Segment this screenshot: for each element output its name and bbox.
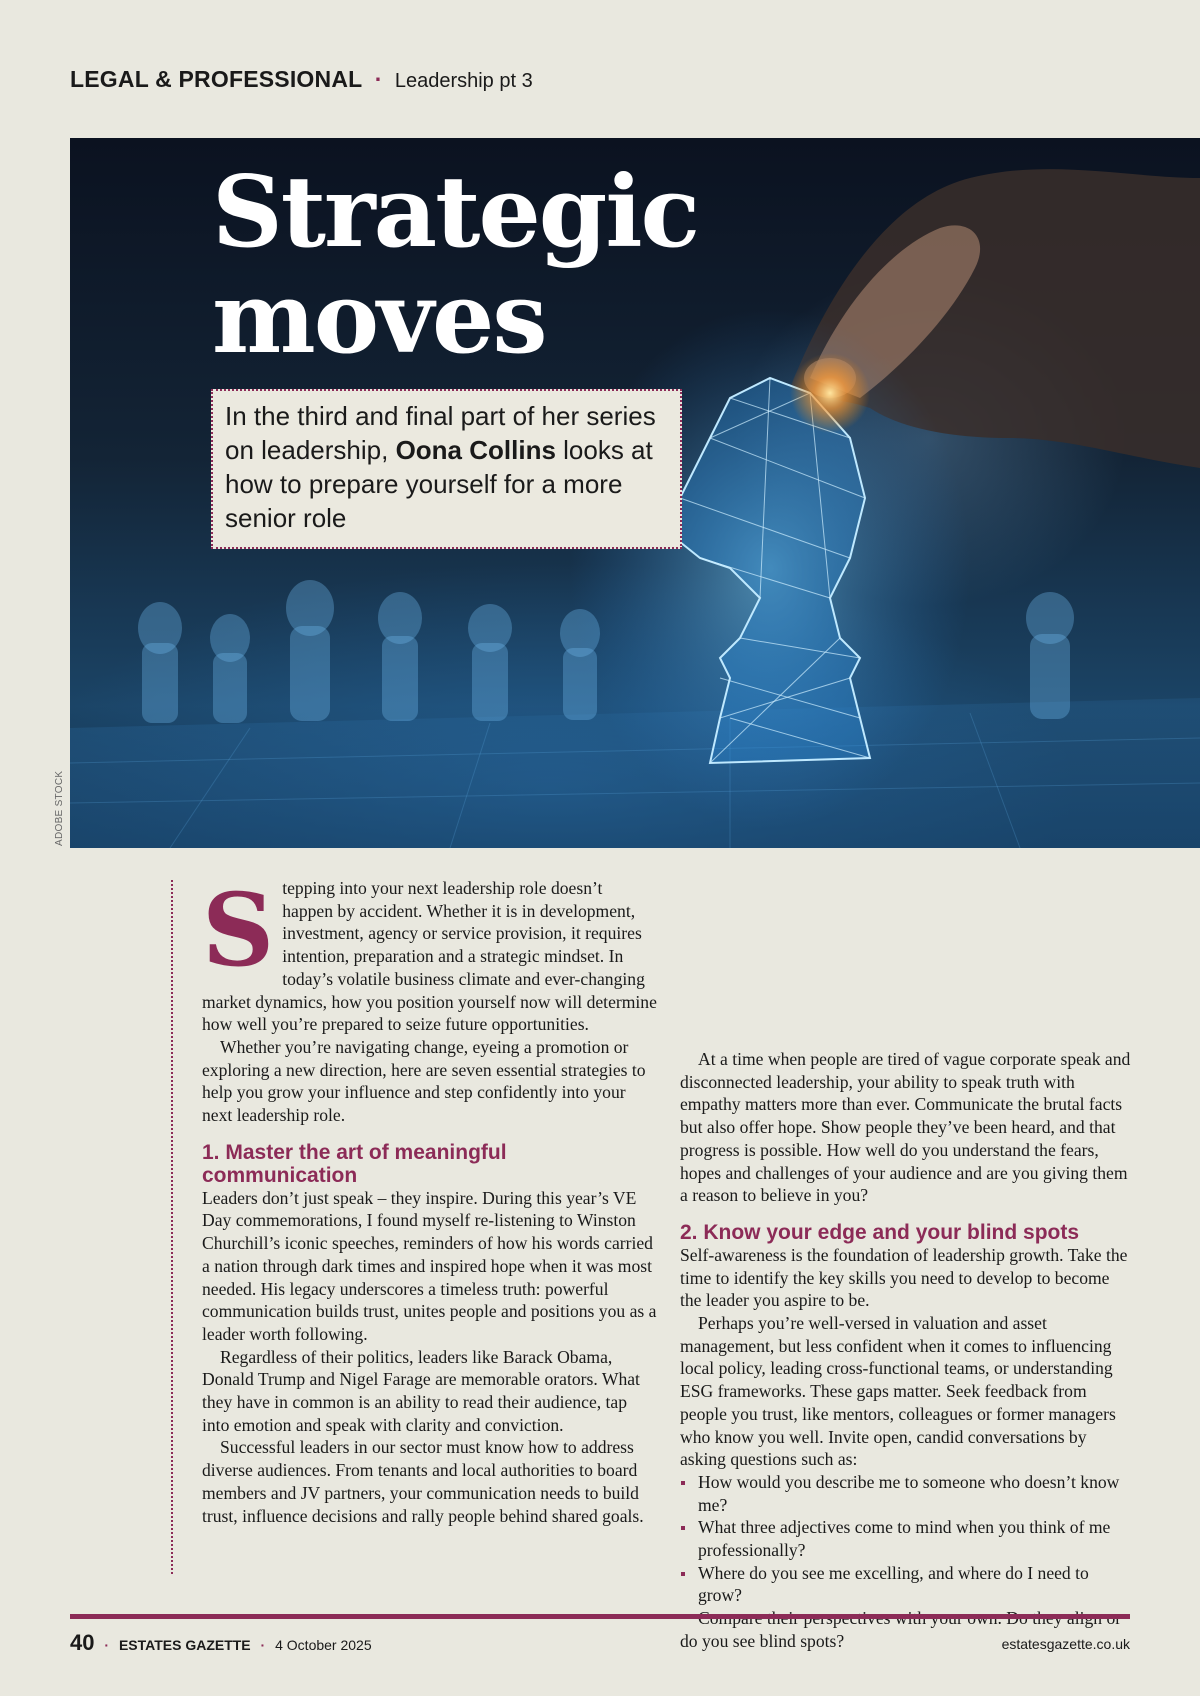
list-item-text: What three adjectives come to mind when you think of me professionally? <box>698 1517 1111 1561</box>
body-paragraph: Regardless of their politics, leaders like Barack Obama, Donald Trump and Nigel Farage are memorable orators. What they have in common is an ability to read their audience, tap into emotion and speak with clarity and conviction. <box>202 1346 640 1435</box>
article-column-2 <box>680 1048 1135 1653</box>
subsection-label: Leadership pt 3 <box>394 70 533 92</box>
intro-paragraph <box>202 871 657 1036</box>
section-header <box>70 66 533 93</box>
image-credit: ADOBE STOCK <box>54 770 65 846</box>
header-separator: · <box>374 66 383 92</box>
body-paragraph: do you see blind spots? <box>680 1630 845 1651</box>
body-paragraph: Whether you’re navigating change, eyeing a promotion or exploring a new direction, here are seven essential strategies to help you grow your influence and step confidently into your next leadership role. <box>202 1036 646 1126</box>
issue-date: 4 October 2025 <box>275 1637 372 1653</box>
article-title <box>212 155 699 376</box>
bullet-icon <box>681 1481 685 1485</box>
list-item <box>680 1471 1135 1516</box>
title-line-1: Strategic <box>212 155 699 270</box>
body-paragraph: Self-awareness is the foundation of leadership growth. Take the time to identify the key skills you need to develop to become the leader you aspire to be. <box>680 1244 1128 1311</box>
body-paragraph: Leaders don’t just speak – they inspire. During this year’s VE Day commemorations, I found myself re-listening to Winston Churchill’s iconic speeches, reminders of how his words carried a nation through dark times and inspired hope when it was most needed. His legacy underscores a timeless truth: powerful communication builds trust, unites people and positions you as a leader worth following. <box>202 1187 657 1344</box>
hero-image <box>70 138 1200 848</box>
page-number: 40 <box>70 1630 95 1655</box>
footer-separator: · <box>104 1637 110 1653</box>
standfirst-text: In the third and final part of her series on leadership, <box>225 401 656 465</box>
publication-name: ESTATES GAZETTE <box>118 1637 251 1653</box>
bullet-icon <box>681 1572 685 1576</box>
body-paragraph: Perhaps you’re well-versed in valuation and asset management, but less confident when it comes to influencing local policy, leading cross-functional teams, or understanding ESG frameworks. These gaps matter. Seek feedback from people you trust, like mentors, colleagues or former managers who know you well. Invite open, candid conversations by asking questions such as: <box>680 1313 1116 1470</box>
list-item-text: Where do you see me excelling, and where do I need to grow? <box>698 1562 1089 1606</box>
section-label: LEGAL & PROFESSIONAL <box>70 66 363 92</box>
drop-cap: S <box>202 871 275 989</box>
footer-folio <box>70 1630 372 1656</box>
standfirst-box <box>211 389 682 549</box>
body-paragraph: At a time when people are tired of vague corporate speak and disconnected leadership, your ability to speak truth with empathy matters more than ever. Communicate the brutal facts but also offer hope. Show people they’ve been heard, and that progress is possible. How well do you understand the fears, hopes and challenges of your audience and are you giving them a reason to believe in you? <box>680 1049 1131 1206</box>
footer-separator: · <box>260 1637 266 1653</box>
column-rule <box>171 880 173 1574</box>
question-list <box>680 1471 1135 1607</box>
body-paragraph: Successful leaders in our sector must know how to address diverse audiences. From tenants and local authorities to board members and JV partners, your communication needs to build trust, influence decisions and rally people behind shared goals. <box>202 1437 644 1526</box>
website-url: estatesgazette.co.uk <box>1001 1636 1130 1652</box>
list-item-text: How would you describe me to someone who doesn’t know me? <box>698 1471 1120 1515</box>
subheading-1: 1. Master the art of meaningful communication <box>202 1140 507 1187</box>
subheading-2: 2. Know your edge and your blind spots <box>680 1220 1080 1244</box>
list-item <box>680 1562 1135 1607</box>
list-item <box>680 1516 1135 1561</box>
intro-text: tepping into your next leadership role doesn’t happen by accident. Whether it is in development, investment, agency or service provision, it requires intention, preparation and a strategic mindset. In today’s volatile business climate and ever-changing market dynamics, how you position yourself now will determine how well you’re prepared to seize future opportunities. <box>202 878 657 1035</box>
article-column-1 <box>202 871 657 1527</box>
bullet-icon <box>681 1526 685 1530</box>
footer-rule <box>70 1614 1130 1619</box>
standfirst-text-end: looks at how to prepare yourself for a more senior role <box>225 435 653 533</box>
title-line-2: moves <box>212 261 546 376</box>
author-name: Oona Collins <box>395 435 556 465</box>
